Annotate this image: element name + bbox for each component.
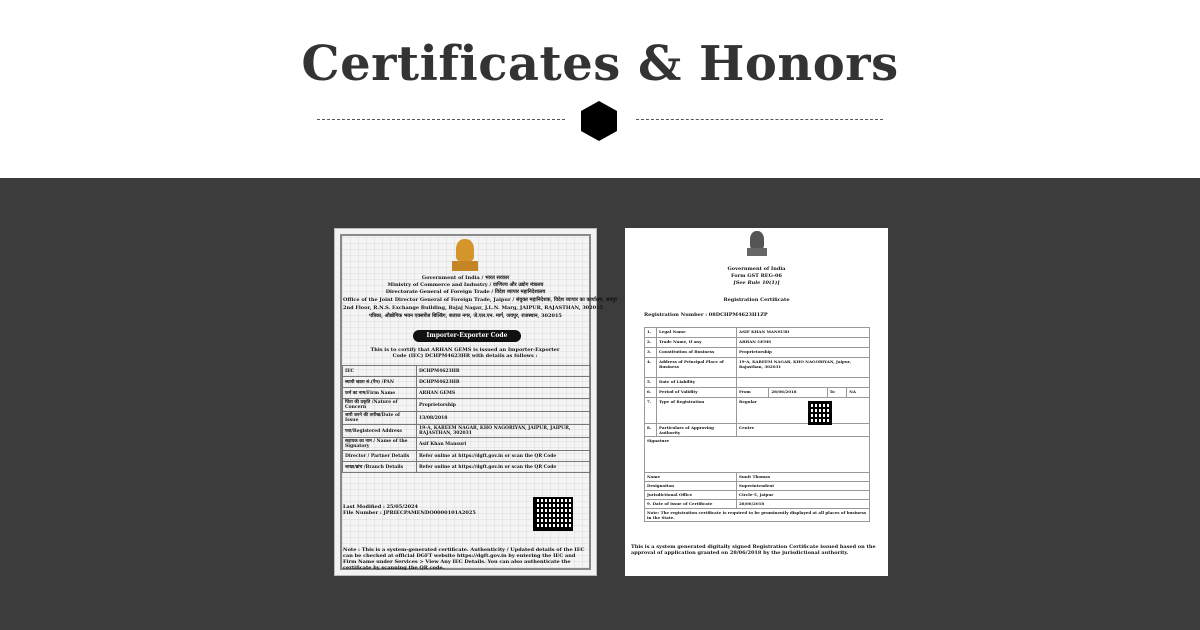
row-label: Period of Validity <box>657 388 737 398</box>
row-label: Constitution of Business <box>657 348 737 358</box>
row-value: 28/06/2018 <box>737 500 870 509</box>
divider-right <box>636 119 883 120</box>
table-row <box>343 377 591 388</box>
row-value: Proprietorship <box>417 399 591 412</box>
signature-label: Signature <box>645 437 870 473</box>
row-label: Trade Name, if any <box>657 338 737 348</box>
row-value: Sunit Thomas <box>737 473 870 482</box>
row-value: 19-A, KAREEM NAGAR, KHO NAGORIYAN, Jaipur, Rajasthan, 302031 <box>737 358 870 378</box>
table-row <box>645 358 870 378</box>
page-title: Certificates & Honors <box>301 36 899 92</box>
table-row <box>645 500 870 509</box>
row-label: Date of Liability <box>657 378 737 388</box>
row-value: ARHAN GEMS <box>417 388 591 399</box>
iec-badge: Importer-Exporter Code <box>413 330 521 342</box>
row-value: Refer online at https://dgft.gov.in or scan the QR Code <box>417 462 591 473</box>
row-label: Jurisdictional Office <box>645 491 737 500</box>
certificates-gallery <box>0 178 1200 630</box>
row-label: 9. Date of issue of Certificate <box>645 500 737 509</box>
qr-code-icon <box>808 401 832 425</box>
row-label: Name <box>645 473 737 482</box>
table-row <box>645 348 870 358</box>
row-value: Centre <box>737 424 870 437</box>
table-row <box>645 473 870 482</box>
row-number: 2. <box>645 338 657 348</box>
table-row <box>645 424 870 437</box>
gst-footer: This is a system generated digitally signed Registration Certificate issued based on the approval of application granted on 28/06/2018 by the jurisdictional authority. <box>631 544 876 556</box>
row-value: ARHAN GEMS <box>737 338 870 348</box>
row-number: 5. <box>645 378 657 388</box>
row-label: Designation <box>645 482 737 491</box>
iec-certificate-image[interactable] <box>334 228 618 576</box>
file-number: File Number : JPRIECPAMENDO0000101A2025 <box>343 510 476 516</box>
table-row <box>343 412 591 425</box>
table-row <box>645 482 870 491</box>
row-value: Asif Khan Mansuri <box>417 438 591 451</box>
row-value: Proprietorship <box>737 348 870 358</box>
row-label: स्थायी खाता सं.(पैन) /PAN <box>343 377 417 388</box>
row-value: DCHPM4623HR <box>417 377 591 388</box>
table-row <box>645 509 870 522</box>
gst-details-table <box>644 327 870 522</box>
page-header <box>0 0 1200 178</box>
row-label: शाखा/ब्रांच /Branch Details <box>343 462 417 473</box>
row-number: 6. <box>645 388 657 398</box>
gst-certificate-image[interactable] <box>625 228 888 576</box>
row-label: चिंता की प्रकृति /Nature of Concern <box>343 399 417 412</box>
state-emblem-icon <box>450 239 480 275</box>
table-note: Note: The registration certificate is required to be prominently displayed at all places of business in the State. <box>645 509 870 522</box>
cert-line: Office of the Joint Director General of Foreign Trade, Jaipur / संयुक्त महानिदेशक, विदेश व्यापार का कार्यालय, जयपुर <box>343 297 618 303</box>
iec-details-table <box>342 365 591 473</box>
cert-line: Ministry of Commerce and Industry / वाणिज्य और उद्योग मंत्रालय <box>387 282 544 288</box>
row-value <box>737 378 870 388</box>
hexagon-icon <box>580 100 618 142</box>
gst-government: Government of India <box>727 266 786 272</box>
row-value: 13/08/2018 <box>417 412 591 425</box>
cert-line: पत्रिका, औद्योगिक भवन एक्सचेंज बिल्डिंग, बजाज नगर, जे.एल.एन. मार्ग, जयपुर, राजस्थान, 302015 <box>369 313 562 319</box>
row-number: 8. <box>645 424 657 437</box>
table-row <box>645 398 870 424</box>
cert-line: 2nd Floor, R.N.S. Exchange Building, Bajaj Nagar, J.L.N. Marg, JAIPUR, RAJASTHAN, 302015 <box>343 305 604 311</box>
table-row <box>343 388 591 399</box>
row-value: DCHPM4623HR <box>417 366 591 377</box>
table-row <box>343 451 591 462</box>
validity-from: 28/06/2018 <box>769 388 827 398</box>
table-row <box>343 438 591 451</box>
row-value: Regular <box>737 398 870 424</box>
row-label: IEC <box>343 366 417 377</box>
validity-to-label: To <box>827 388 847 398</box>
cert-line: Government of India / भारत सरकार <box>421 275 510 281</box>
table-row <box>343 399 591 412</box>
row-label: फर्म का नाम/Firm Name <box>343 388 417 399</box>
gst-heading: Registration Certificate <box>723 297 790 303</box>
row-label: जारी करने की तारीख/Date of Issue <box>343 412 417 425</box>
table-row <box>645 378 870 388</box>
row-value: From <box>737 388 769 398</box>
row-number: 3. <box>645 348 657 358</box>
gst-form: Form GST REG-06 <box>731 273 782 279</box>
row-label: सहायक का नाम / Name of the Signatory <box>343 438 417 451</box>
table-row <box>343 425 591 438</box>
divider-left <box>317 119 565 120</box>
table-row <box>343 366 591 377</box>
row-value: Circle-5, Jaipur <box>737 491 870 500</box>
cert-line: Directorate General of Foreign Trade / विदेश व्यापार महानिदेशालय <box>385 289 546 295</box>
row-value: ASIF KHAN MANSURI <box>737 328 870 338</box>
signature-row <box>645 437 870 473</box>
row-label: Legal Name <box>657 328 737 338</box>
row-label: Type of Registration <box>657 398 737 424</box>
row-number: 1. <box>645 328 657 338</box>
cert-note: Note : This is a system-generated certificate. Authenticity / Updated details of the IEC can be checked at official DGFT website https://dgft.gov.in by entering the IEC and Firm Name under Services > View Any IEC Details. You can also authenticate the certificate by scanning the QR code. <box>343 547 585 571</box>
last-modified: Last Modified : 25/05/2024 <box>343 504 419 510</box>
gst-rule: [See Rule 10(1)] <box>733 280 780 286</box>
row-label: Particulars of Approving Authority <box>657 424 737 437</box>
validity-to: NA <box>847 388 870 398</box>
row-number: 7. <box>645 398 657 424</box>
row-number: 4. <box>645 358 657 378</box>
qr-code-icon <box>533 497 573 531</box>
row-value: Refer online at https://dgft.gov.in or scan the QR Code <box>417 451 591 462</box>
table-row <box>645 491 870 500</box>
table-row <box>645 388 870 398</box>
state-emblem-icon <box>746 231 768 259</box>
table-row <box>645 338 870 348</box>
row-label: Address of Principal Place of Business <box>657 358 737 378</box>
row-value: 19-A, KAREEM NAGAR, KHO NAGORIYAN, JAIPUR, JAIPUR, RAJASTHAN, 302031 <box>417 425 591 438</box>
gst-registration-number: Registration Number : 08DCHPM4623H1ZP <box>644 312 768 318</box>
table-row <box>645 328 870 338</box>
cert-intro: This is to certify that ARHAN GEMS is issued an Importer-Exporter Code (IEC) DCHPM4623HR with details as follows : <box>370 347 560 359</box>
table-row <box>343 462 591 473</box>
row-value: Superintendent <box>737 482 870 491</box>
row-label: Director / Partner Details <box>343 451 417 462</box>
row-label: पता/Registered Address <box>343 425 417 438</box>
